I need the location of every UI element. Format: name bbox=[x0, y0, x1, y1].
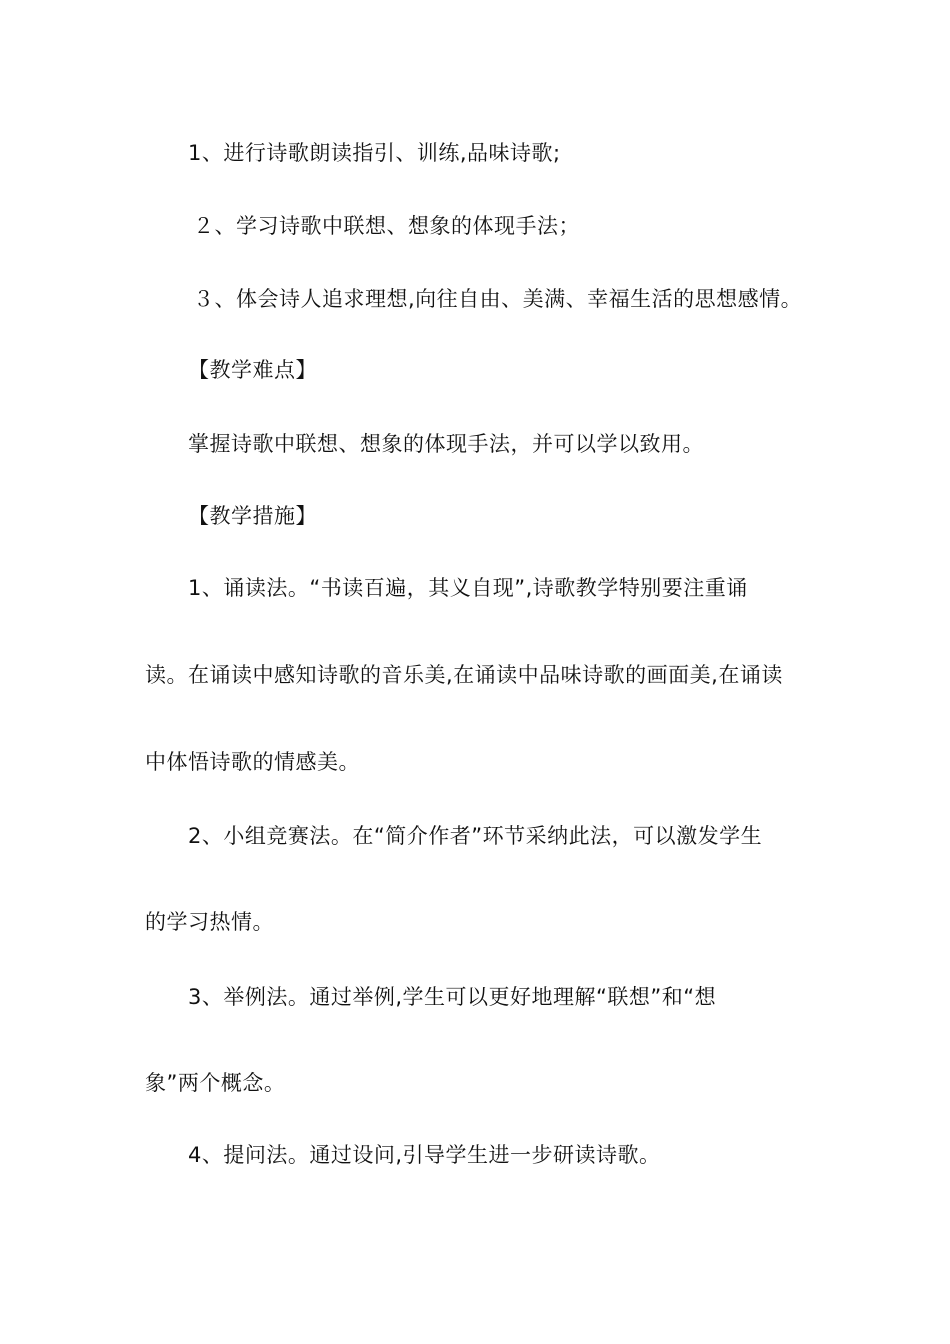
method-2-line-1: 2、小组竞赛法。在“简介作者”环节采纳此法，可以激发学生 bbox=[188, 824, 763, 848]
method-1-line-3: 中体悟诗歌的情感美。 bbox=[145, 750, 360, 774]
method-1-line-2: 读。在诵读中感知诗歌的音乐美,在诵读中品味诗歌的画面美,在诵读 bbox=[145, 663, 783, 687]
method-2-line-2: 的学习热情。 bbox=[145, 910, 274, 934]
objective-2: ２、学习诗歌中联想、想象的体现手法； bbox=[193, 214, 580, 238]
method-4: 4、提问法。通过设问,引导学生进一步研读诗歌。 bbox=[188, 1143, 661, 1167]
method-1-line-1: 1、诵读法。“书读百遍，其义自现”,诗歌教学特别要注重诵 bbox=[188, 576, 748, 600]
difficulty-text: 掌握诗歌中联想、想象的体现手法，并可以学以致用。 bbox=[188, 432, 704, 456]
method-3-line-2: 象”两个概念。 bbox=[145, 1071, 286, 1095]
objective-1: 1、进行诗歌朗读指引、训练,品味诗歌; bbox=[188, 141, 561, 165]
objective-3: ３、体会诗人追求理想,向往自由、美满、幸福生活的思想感情。 bbox=[193, 287, 803, 311]
heading-teaching-methods: 【教学措施】 bbox=[188, 504, 317, 528]
heading-teaching-difficulty: 【教学难点】 bbox=[188, 358, 317, 382]
method-3-line-1: 3、举例法。通过举例,学生可以更好地理解“联想”和“想 bbox=[188, 985, 717, 1009]
